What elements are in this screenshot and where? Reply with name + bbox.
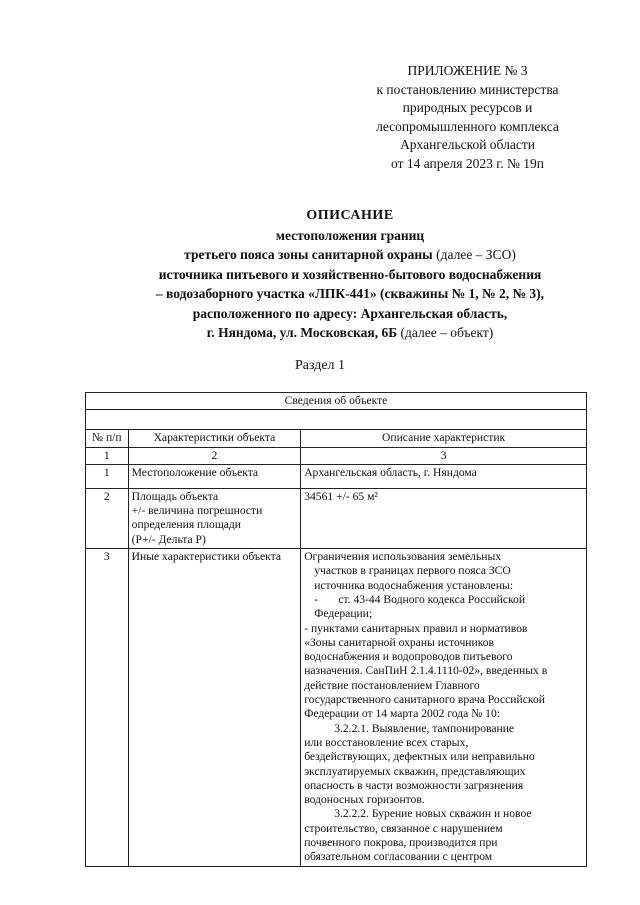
table-number-row [86,447,587,464]
row-characteristic: Местоположение объекта [128,464,301,488]
characteristic-line: Площадь объекта [131,489,219,503]
row-characteristic: Иные характеристики объекта [128,549,301,867]
description-line: - пунктами санитарных правил и нормативов [304,621,528,635]
description-line: или восстановление всех старых, [304,735,469,749]
title-line: местоположения границ [275,227,425,243]
row-characteristic [128,488,301,548]
characteristic-line: определения площади [131,518,242,532]
description-line: участков в границах первого пояса ЗСО [314,564,511,578]
description-line: Федерации от 14 марта 2002 года № 10: [304,707,500,721]
header-cell: Описание характеристик [301,430,587,447]
appendix-line: Архангельской области [400,137,535,152]
table-row [86,549,587,867]
row-number: 3 [86,549,129,867]
table-row [86,464,587,488]
row-number: 2 [86,488,129,548]
column-number: 2 [128,447,301,464]
section-heading: Раздел 1 [294,358,346,373]
description-line: обязательном согласовании с центром [304,850,493,864]
description-line: «Зоны санитарной охраны источников [304,635,495,649]
description-line: водоносных горизонтов. [304,793,425,807]
description-line: 3.2.2.1. Выявление, тампонирование [334,721,515,735]
title-normal: (далее – ЗСО) [432,247,516,262]
title-line: – водозаборного участка «ЛПК-441» (скважины № 1, № 2, № 3), [155,286,545,301]
row-number: 1 [86,464,129,488]
table-empty-row [86,410,587,430]
table-caption-row [86,393,587,410]
title-bold: г. Няндома, ул. Московская, 6Б [206,325,398,340]
header-cell: Характеристики объекта [128,430,301,447]
object-info-table [85,392,587,867]
document-title [60,206,640,343]
table-empty-cell [86,410,587,430]
title-line: расположенного по адресу: Архангельская область, [192,305,508,321]
column-number: 1 [86,447,129,464]
table-caption: Сведения об объекте [86,393,587,410]
description-line: почвенного покрова, производится при [304,836,498,850]
characteristic-line: +/- величина погрешности [131,504,263,518]
description-line: 3.2.2.2. Бурение новых скважин и новое [334,807,532,821]
description-line: Ограничения использования земельных [304,550,502,564]
title-line [60,245,640,265]
appendix-line: лесопромышленного комплекса [376,118,559,134]
row-description [301,549,587,867]
title-main: ОПИСАНИЕ [306,208,394,223]
description-line: опасность в части возможности загрязнения [304,778,524,792]
description-line: действие постановлением Главного [304,678,480,692]
title-bold: третьего пояса зоны санитарной охраны [184,247,433,262]
description-line: государственного санитарного врача Российской [304,693,545,707]
description-line: бездействующих, дефектных или неправильно [304,750,535,764]
description-line: источника водоснабжения установлены: [314,578,514,592]
table-header-row [86,430,587,447]
title-normal: (далее – объект) [397,325,494,340]
description-line: назначения. СанПиН 2.1.4.1110-02», введенных в [304,664,548,678]
column-number: 3 [301,447,587,464]
appendix-line: ПРИЛОЖЕНИЕ № 3 [407,63,528,78]
row-description: 34561 +/- 65 м² [301,488,587,548]
header-cell: № п/п [86,430,129,447]
description-line: строительство, связанное с нарушением [304,821,503,835]
row-description: Архангельская область, г. Няндома [301,464,587,488]
appendix-line: от 14 апреля 2023 г. № 19п [391,155,544,171]
table-row [86,488,587,548]
appendix-block [345,62,590,173]
description-line: эксплуатируемых скважин, представляющих [304,764,526,778]
title-line: источника питьевого и хозяйственно-бытового водоснабжения [158,266,542,282]
description-line: - ст. 43-44 Водного кодекса Российской [314,592,526,606]
appendix-line: природных ресурсов и [402,100,533,115]
description-line: водоснабжения и водопроводов питьевого [304,650,513,664]
appendix-line: к постановлению министерства [376,81,559,97]
characteristic-line: (P+/- Дельта P) [131,532,206,546]
description-line: Федерации; [314,607,373,621]
title-line [60,323,640,343]
